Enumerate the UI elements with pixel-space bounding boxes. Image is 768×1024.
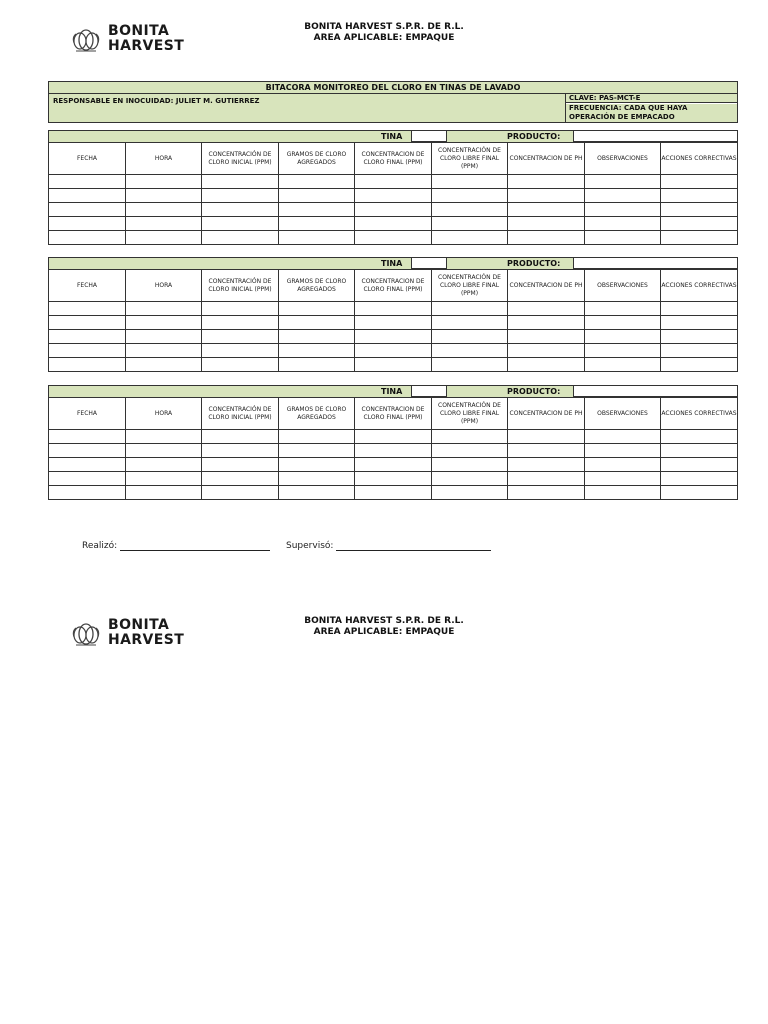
table-cell[interactable] xyxy=(508,302,585,316)
table-cell[interactable] xyxy=(126,444,202,458)
column-header: CONCENTRACION DE PH xyxy=(508,398,585,430)
chlorine-log-table xyxy=(48,397,738,500)
table-cell[interactable] xyxy=(202,344,279,358)
table-cell[interactable] xyxy=(202,231,279,245)
table-cell[interactable] xyxy=(126,330,202,344)
column-header: CONCENTRACIÓN DE CLORO LIBRE FINAL (PPM) xyxy=(432,270,508,302)
table-cell[interactable] xyxy=(585,486,661,500)
table-cell[interactable] xyxy=(202,203,279,217)
table-cell[interactable] xyxy=(202,217,279,231)
chlorine-log-table xyxy=(48,269,738,372)
table-header-row xyxy=(49,270,738,302)
table-cell[interactable] xyxy=(126,344,202,358)
tina-producto-bar xyxy=(48,130,737,142)
table-cell[interactable] xyxy=(432,472,508,486)
table-cell[interactable] xyxy=(49,203,126,217)
table-cell[interactable] xyxy=(355,231,432,245)
table-cell[interactable] xyxy=(355,330,432,344)
column-header: FECHA xyxy=(49,143,126,175)
frecuencia-cell xyxy=(566,104,737,122)
table-cell[interactable] xyxy=(49,217,126,231)
company-area: AREA APLICABLE: EMPAQUE xyxy=(313,33,455,43)
table-cell[interactable] xyxy=(508,175,585,189)
table-cell[interactable] xyxy=(202,330,279,344)
column-header: GRAMOS DE CLORO AGREGADOS xyxy=(279,270,355,302)
table-cell[interactable] xyxy=(279,358,355,372)
table-cell[interactable] xyxy=(279,189,355,203)
company-name: BONITA HARVEST S.P.R. DE R.L. xyxy=(304,22,464,32)
column-header: CONCENTRACIÓN DE CLORO LIBRE FINAL (PPM) xyxy=(432,398,508,430)
log-header-box xyxy=(48,81,738,123)
table-row xyxy=(49,217,738,231)
logo-wordmark-line1: BONITA xyxy=(108,23,170,39)
table-row xyxy=(49,175,738,189)
table-cell[interactable] xyxy=(508,231,585,245)
table-cell[interactable] xyxy=(585,330,661,344)
table-cell[interactable] xyxy=(508,316,585,330)
producto-input[interactable] xyxy=(573,257,738,269)
table-cell[interactable] xyxy=(508,458,585,472)
table-cell[interactable] xyxy=(585,203,661,217)
logo-wordmark-line2: HARVEST xyxy=(108,38,185,54)
tina-input[interactable] xyxy=(411,257,447,269)
table-cell[interactable] xyxy=(202,358,279,372)
table-cell[interactable] xyxy=(126,217,202,231)
table-row xyxy=(49,472,738,486)
table-cell[interactable] xyxy=(432,316,508,330)
table-cell[interactable] xyxy=(432,203,508,217)
producto-input[interactable] xyxy=(573,385,738,397)
table-cell[interactable] xyxy=(585,217,661,231)
table-cell[interactable] xyxy=(126,203,202,217)
table-cell[interactable] xyxy=(279,330,355,344)
table-cell[interactable] xyxy=(661,203,738,217)
table-cell[interactable] xyxy=(49,430,126,444)
table-cell[interactable] xyxy=(661,472,738,486)
log-table-2 xyxy=(48,257,737,372)
table-row xyxy=(49,358,738,372)
company-title-block xyxy=(0,22,768,44)
document-page-2 xyxy=(0,614,768,664)
table-cell[interactable] xyxy=(508,344,585,358)
column-header: CONCENTRACION DE CLORO FINAL (PPM) xyxy=(355,143,432,175)
producto-label: PRODUCTO: xyxy=(507,387,561,396)
column-header: GRAMOS DE CLORO AGREGADOS xyxy=(279,398,355,430)
log-table-1 xyxy=(48,130,737,245)
table-cell[interactable] xyxy=(49,316,126,330)
table-cell[interactable] xyxy=(49,189,126,203)
table-row xyxy=(49,231,738,245)
column-header: ACCIONES CORRECTIVAS xyxy=(661,398,738,430)
tina-producto-bar xyxy=(48,257,737,269)
table-cell[interactable] xyxy=(432,217,508,231)
table-cell[interactable] xyxy=(508,330,585,344)
table-cell[interactable] xyxy=(126,316,202,330)
log-title: BITACORA MONITOREO DEL CLORO EN TINAS DE LAVADO xyxy=(49,82,737,94)
table-cell[interactable] xyxy=(279,444,355,458)
table-cell[interactable] xyxy=(508,472,585,486)
table-cell[interactable] xyxy=(432,302,508,316)
table-cell[interactable] xyxy=(432,358,508,372)
table-cell[interactable] xyxy=(508,217,585,231)
table-cell[interactable] xyxy=(661,330,738,344)
producto-input[interactable] xyxy=(573,130,738,142)
table-cell[interactable] xyxy=(432,344,508,358)
table-cell[interactable] xyxy=(585,472,661,486)
responsible-cell xyxy=(49,94,566,122)
producto-label: PRODUCTO: xyxy=(507,259,561,268)
tina-label: TINA xyxy=(381,259,403,268)
realizo-label: Realizó: xyxy=(82,541,118,551)
table-cell[interactable] xyxy=(355,203,432,217)
logo-wordmark-line1: BONITA xyxy=(108,617,170,633)
table-cell[interactable] xyxy=(355,316,432,330)
table-cell[interactable] xyxy=(585,302,661,316)
table-cell[interactable] xyxy=(508,358,585,372)
log-table-3 xyxy=(48,385,737,500)
supervisado-label: Supervisó: xyxy=(286,541,334,551)
table-cell[interactable] xyxy=(279,217,355,231)
table-cell[interactable] xyxy=(126,189,202,203)
column-header: CONCENTRACION DE CLORO FINAL (PPM) xyxy=(355,270,432,302)
table-cell[interactable] xyxy=(661,175,738,189)
table-cell[interactable] xyxy=(202,486,279,500)
table-cell[interactable] xyxy=(126,231,202,245)
table-cell[interactable] xyxy=(355,175,432,189)
table-cell[interactable] xyxy=(49,330,126,344)
table-cell[interactable] xyxy=(661,486,738,500)
table-cell[interactable] xyxy=(49,444,126,458)
table-cell[interactable] xyxy=(279,231,355,245)
table-cell[interactable] xyxy=(355,486,432,500)
table-cell[interactable] xyxy=(126,486,202,500)
table-cell[interactable] xyxy=(585,344,661,358)
table-cell[interactable] xyxy=(126,472,202,486)
responsible-text: RESPONSABLE EN INOCUIDAD: JULIET M. GUTIERREZ xyxy=(53,97,260,105)
table-cell[interactable] xyxy=(432,231,508,245)
column-header: CONCENTRACION DE PH xyxy=(508,270,585,302)
table-cell[interactable] xyxy=(202,458,279,472)
table-cell[interactable] xyxy=(202,175,279,189)
company-area: AREA APLICABLE: EMPAQUE xyxy=(313,627,455,637)
table-cell[interactable] xyxy=(585,458,661,472)
supervisado-signature-line[interactable] xyxy=(336,541,491,551)
table-header-row xyxy=(49,398,738,430)
document-page-1 xyxy=(0,20,768,70)
table-cell[interactable] xyxy=(661,231,738,245)
column-header: OBSERVACIONES xyxy=(585,143,661,175)
column-header: FECHA xyxy=(49,270,126,302)
column-header: CONCENTRACION DE CLORO FINAL (PPM) xyxy=(355,398,432,430)
column-header: CONCENTRACIÓN DE CLORO LIBRE FINAL (PPM) xyxy=(432,143,508,175)
table-cell[interactable] xyxy=(432,458,508,472)
table-row xyxy=(49,330,738,344)
table-row xyxy=(49,189,738,203)
table-cell[interactable] xyxy=(508,486,585,500)
table-cell[interactable] xyxy=(126,302,202,316)
table-cell[interactable] xyxy=(49,231,126,245)
table-cell[interactable] xyxy=(355,217,432,231)
table-cell[interactable] xyxy=(279,175,355,189)
table-cell[interactable] xyxy=(355,472,432,486)
table-cell[interactable] xyxy=(508,430,585,444)
table-cell[interactable] xyxy=(279,472,355,486)
table-cell[interactable] xyxy=(279,486,355,500)
table-cell[interactable] xyxy=(49,458,126,472)
tina-label: TINA xyxy=(381,132,403,141)
column-header: ACCIONES CORRECTIVAS xyxy=(661,143,738,175)
signature-supervisado xyxy=(286,541,491,551)
column-header: CONCENTRACION DE PH xyxy=(508,143,585,175)
table-cell[interactable] xyxy=(49,344,126,358)
table-cell[interactable] xyxy=(585,231,661,245)
table-row xyxy=(49,203,738,217)
table-row xyxy=(49,444,738,458)
table-cell[interactable] xyxy=(355,344,432,358)
table-cell[interactable] xyxy=(49,302,126,316)
table-cell[interactable] xyxy=(202,472,279,486)
column-header: FECHA xyxy=(49,398,126,430)
table-cell[interactable] xyxy=(432,330,508,344)
table-cell[interactable] xyxy=(432,175,508,189)
table-cell[interactable] xyxy=(279,203,355,217)
column-header: HORA xyxy=(126,143,202,175)
producto-label: PRODUCTO: xyxy=(507,132,561,141)
frecuencia-line1: FRECUENCIA: CADA QUE HAYA xyxy=(569,104,688,112)
table-cell[interactable] xyxy=(202,430,279,444)
table-cell[interactable] xyxy=(279,344,355,358)
table-cell[interactable] xyxy=(279,302,355,316)
table-row xyxy=(49,458,738,472)
table-cell[interactable] xyxy=(202,444,279,458)
tina-input[interactable] xyxy=(411,130,447,142)
table-cell[interactable] xyxy=(126,358,202,372)
table-cell[interactable] xyxy=(126,430,202,444)
table-row xyxy=(49,486,738,500)
column-header: CONCENTRACIÓN DE CLORO INICIAL (PPM) xyxy=(202,143,279,175)
table-cell[interactable] xyxy=(355,458,432,472)
tina-input[interactable] xyxy=(411,385,447,397)
table-cell[interactable] xyxy=(279,458,355,472)
chlorine-log-table xyxy=(48,142,738,245)
table-cell[interactable] xyxy=(585,189,661,203)
table-cell[interactable] xyxy=(585,430,661,444)
table-cell[interactable] xyxy=(355,189,432,203)
table-cell[interactable] xyxy=(661,344,738,358)
column-header: HORA xyxy=(126,270,202,302)
table-cell[interactable] xyxy=(126,175,202,189)
page-header xyxy=(0,614,768,664)
table-cell[interactable] xyxy=(432,189,508,203)
table-cell[interactable] xyxy=(49,358,126,372)
table-cell[interactable] xyxy=(661,316,738,330)
table-header-row xyxy=(49,143,738,175)
table-cell[interactable] xyxy=(661,444,738,458)
table-cell[interactable] xyxy=(49,175,126,189)
column-header: ACCIONES CORRECTIVAS xyxy=(661,270,738,302)
table-row xyxy=(49,344,738,358)
table-cell[interactable] xyxy=(126,458,202,472)
table-cell[interactable] xyxy=(432,486,508,500)
tina-label: TINA xyxy=(381,387,403,396)
company-title-block xyxy=(0,616,768,638)
table-cell[interactable] xyxy=(508,444,585,458)
table-cell[interactable] xyxy=(661,458,738,472)
column-header: GRAMOS DE CLORO AGREGADOS xyxy=(279,143,355,175)
log-info-row xyxy=(49,94,737,122)
column-header: OBSERVACIONES xyxy=(585,270,661,302)
table-cell[interactable] xyxy=(585,444,661,458)
table-cell[interactable] xyxy=(661,358,738,372)
frecuencia-line2: OPERACIÓN DE EMPACADO xyxy=(569,113,675,121)
table-cell[interactable] xyxy=(202,302,279,316)
table-cell[interactable] xyxy=(279,430,355,444)
table-cell[interactable] xyxy=(661,189,738,203)
table-cell[interactable] xyxy=(49,472,126,486)
realizo-signature-line[interactable] xyxy=(120,541,270,551)
table-cell[interactable] xyxy=(49,486,126,500)
table-cell[interactable] xyxy=(585,175,661,189)
column-header: CONCENTRACIÓN DE CLORO INICIAL (PPM) xyxy=(202,398,279,430)
table-cell[interactable] xyxy=(661,217,738,231)
table-cell[interactable] xyxy=(279,316,355,330)
table-cell[interactable] xyxy=(355,358,432,372)
table-cell[interactable] xyxy=(202,189,279,203)
table-cell[interactable] xyxy=(202,316,279,330)
clave-cell: CLAVE: PAS-MCT-E xyxy=(566,94,737,103)
table-row xyxy=(49,302,738,316)
table-cell[interactable] xyxy=(585,316,661,330)
table-cell[interactable] xyxy=(661,430,738,444)
table-row xyxy=(49,316,738,330)
tina-producto-bar xyxy=(48,385,737,397)
table-cell[interactable] xyxy=(355,430,432,444)
table-cell[interactable] xyxy=(508,203,585,217)
table-cell[interactable] xyxy=(432,444,508,458)
column-header: OBSERVACIONES xyxy=(585,398,661,430)
column-header: CONCENTRACIÓN DE CLORO INICIAL (PPM) xyxy=(202,270,279,302)
table-cell[interactable] xyxy=(355,302,432,316)
logo-wordmark-line2: HARVEST xyxy=(108,632,185,648)
table-row xyxy=(49,430,738,444)
table-cell[interactable] xyxy=(355,444,432,458)
column-header: HORA xyxy=(126,398,202,430)
page-header xyxy=(0,20,768,70)
company-name: BONITA HARVEST S.P.R. DE R.L. xyxy=(304,616,464,626)
table-cell[interactable] xyxy=(432,430,508,444)
table-cell[interactable] xyxy=(508,189,585,203)
table-cell[interactable] xyxy=(585,358,661,372)
table-cell[interactable] xyxy=(661,302,738,316)
signature-realizo xyxy=(82,541,270,551)
